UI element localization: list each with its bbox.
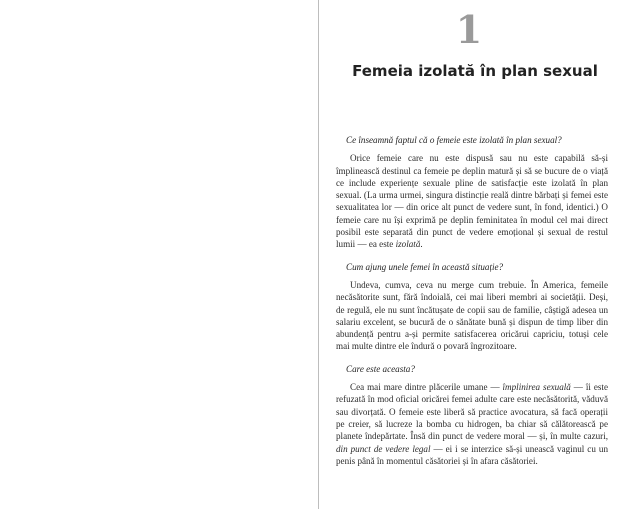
- section-question-3: Care este aceasta?: [346, 363, 415, 374]
- section-question-2: Cum ajung unele femei în această situație?: [346, 261, 504, 272]
- section-paragraph-3: [336, 381, 608, 467]
- section-question-1: Ce înseamnă faptul că o femeie este izolată în plan sexual?: [346, 135, 562, 145]
- page-gutter-divider: [318, 0, 319, 509]
- paragraph-text: — ei i se interzice să-și unească vaginul cu un penis până în momentul căsătoriei și în afara căsătoriei.: [336, 443, 608, 466]
- emphasis-text: împlinirea sexuală: [502, 382, 571, 393]
- section-paragraph-2: [336, 279, 608, 353]
- book-page: [330, 6, 638, 509]
- paragraph-text: Cea mai mare dintre plăcerile umane —: [350, 382, 503, 393]
- emphasis-text: izolată: [395, 239, 421, 250]
- chapter-title: Femeia izolată în plan sexual: [352, 62, 598, 80]
- chapter-body: [336, 134, 608, 477]
- paragraph-text: Undeva, cumva, ceva nu merge cum trebuie. În America, femeile necăsătorite sunt, fără îndoială, cei mai liberi membri ai societății. Deși, de regulă, ele nu sunt încătușate de copii sau de familie, câștigă adesea un salariu excelent, se bucură de o sănătate bună și dispun de timp liber din abundență pentru a-și permite satisfacerea oricărui capriciu, totuși cele mai multe dintre ele îndură o povară îngrozitoare.: [336, 279, 608, 352]
- chapter-number: 1: [455, 7, 483, 52]
- paragraph-text: — îi este refuzată în mod oficial oricărei femei adulte care este necăsătorită, văduvă sau divorțată. O femeie este liberă să practice avocatura, să facă operații pe creier, să lucreze la bomba cu hidrogen, ba chiar să călătorească pe planete îndepărtate. Însă din punct de vedere moral — și, în multe cazuri,: [336, 382, 608, 442]
- paragraph-text: Orice femeie care nu este dispusă sau nu este capabilă să-și împlinească destinul ca femeie pe deplin matură și să se bucure de o viață ce include experiențe sexuale pline de satisfacție este izolată în plan sexual. (La urma urmei, singura distincție reală dintre bărbați și femei este sexualitatea lor — din orice alt punct de vedere sunt, în fond, identici.) O femeie care nu își exprimă pe deplin feminitatea în modul cel mai direct posibil este separată din punct de vedere emoțional și sexual de restul lumii — ea este: [336, 153, 608, 250]
- paragraph-text: .: [420, 239, 423, 250]
- emphasis-text: din punct de vedere legal: [336, 443, 431, 454]
- section-paragraph-1: [336, 152, 608, 250]
